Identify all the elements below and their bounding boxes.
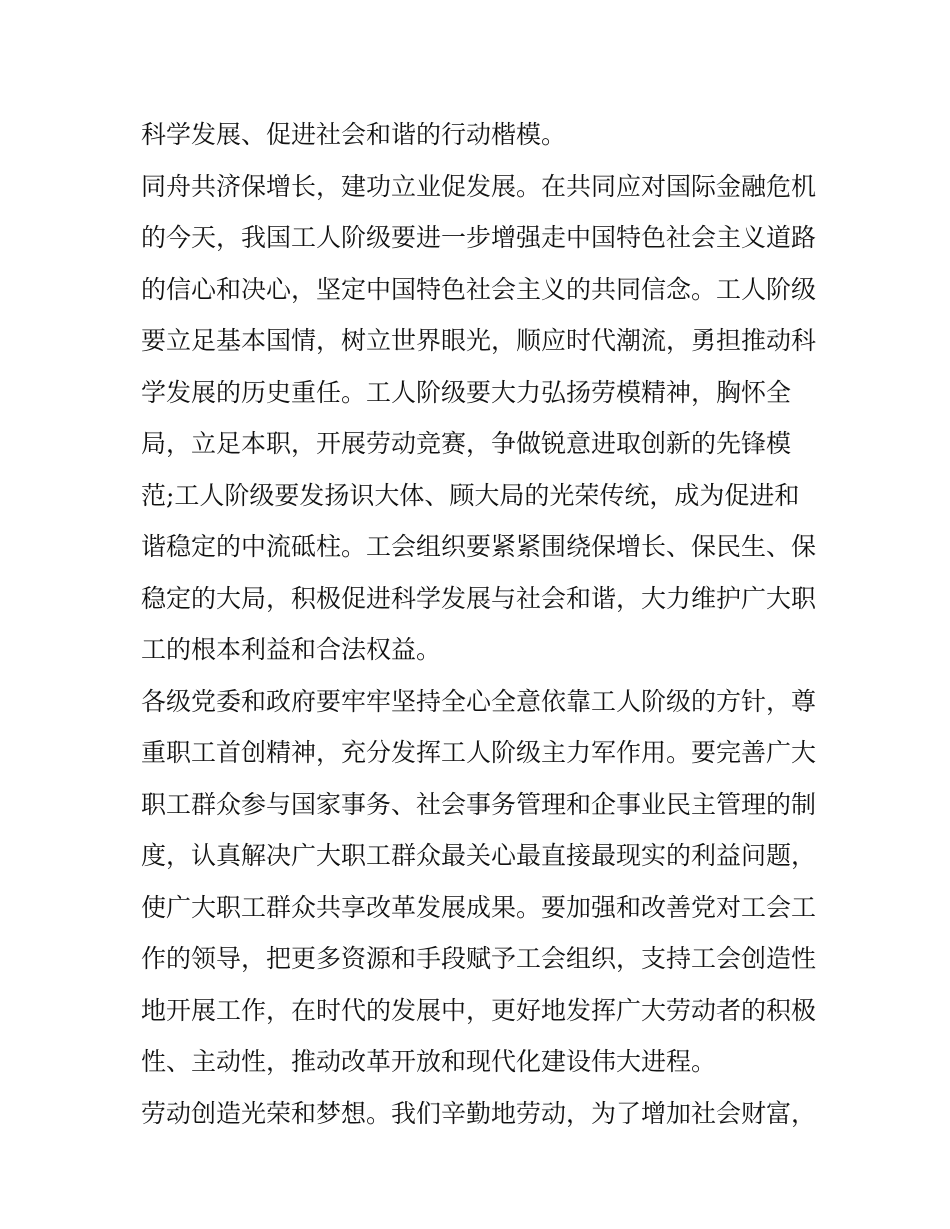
text-line: 性、主动性，推动改革开放和现代化建设伟大进程。 <box>141 1047 717 1076</box>
text-line: 作的领导，把更多资源和手段赋予工会组织，支持工会创造性 <box>141 944 817 973</box>
text-line: 劳动创造光荣和梦想。我们辛勤地劳动，为了增加社会财富， <box>141 1098 817 1128</box>
text-line: 科学发展、促进社会和谐的行动楷模。 <box>141 120 567 149</box>
text-line: 地开展工作，在时代的发展中，更好地发挥广大劳动者的积极 <box>141 995 817 1025</box>
text-line: 的今天，我国工人阶级要进一步增强走中国特色社会主义道路 <box>141 223 817 252</box>
text-line: 稳定的大局，积极促进科学发展与社会和谐，大力维护广大职 <box>141 583 817 613</box>
text-line: 范;工人阶级要发扬识大体、顾大局的光荣传统，成为促进和 <box>141 480 800 510</box>
text-line: 同舟共济保增长，建功立业促发展。在共同应对国际金融危机 <box>141 171 817 201</box>
text-line: 谐稳定的中流砥柱。工会组织要紧紧围绕保增长、保民生、保 <box>141 532 817 561</box>
text-line: 重职工首创精神，充分发挥工人阶级主力军作用。要完善广大 <box>141 738 817 767</box>
text-line: 使广大职工群众共享改革发展成果。要加强和改善党对工会工 <box>141 892 817 922</box>
text-line: 工的根本利益和合法权益。 <box>141 635 442 664</box>
text-line: 要立足基本国情，树立世界眼光，顺应时代潮流，勇担推动科 <box>141 326 817 355</box>
text-line: 局，立足本职，开展劳动竞赛，争做锐意进取创新的先锋模 <box>141 429 792 458</box>
body-text <box>141 109 821 1139</box>
text-line: 的信心和决心，坚定中国特色社会主义的共同信念。工人阶级 <box>141 274 817 304</box>
text-line: 职工群众参与国家事务、社会事务管理和企事业民主管理的制 <box>141 789 817 819</box>
text-line: 学发展的历史重任。工人阶级要大力弘扬劳模精神，胸怀全 <box>141 377 792 407</box>
text-line: 各级党委和政府要牢牢坚持全心全意依靠工人阶级的方针，尊 <box>141 686 817 716</box>
text-line: 度，认真解决广大职工群众最关心最直接最现实的利益问题， <box>141 841 817 870</box>
